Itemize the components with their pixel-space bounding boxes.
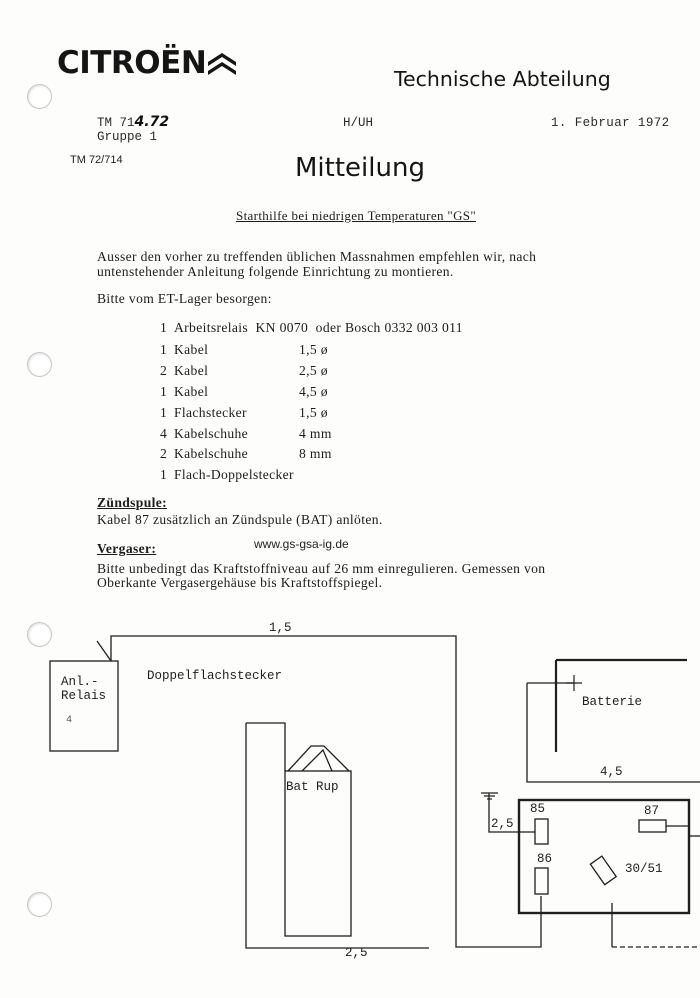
- relay-label-2: Relais: [61, 689, 107, 703]
- pin-87-label: 87: [644, 804, 660, 818]
- coil-label: Bat Rup: [286, 780, 339, 794]
- subject-line: Starthilfe bei niedrigen Temperaturen "GS": [236, 208, 477, 223]
- list-item: 1 Kabel 1,5 ø: [160, 342, 328, 357]
- pin-30-label: 30/51: [625, 862, 663, 876]
- group-label: Gruppe 1: [97, 130, 158, 144]
- list-item: 1 Arbeitsrelais KN 0070 oder Bosch 0332 003 011: [160, 320, 463, 335]
- order-line: Bitte vom ET-Lager besorgen:: [97, 291, 272, 306]
- list-item: 2 Kabel 2,5 ø: [160, 363, 328, 378]
- relay-mark: 4: [66, 715, 73, 726]
- carb-heading: Vergaser:: [97, 541, 157, 556]
- ref-handwritten: 4.72: [134, 114, 170, 130]
- website-link[interactable]: www.gs-gsa-ig.de: [254, 537, 349, 551]
- cable-label-battery: 4,5: [600, 765, 623, 779]
- cable-label-bottom: 2,5: [345, 946, 368, 960]
- list-item: 2 Kabelschuhe 8 mm: [160, 446, 332, 461]
- ignition-text: Kabel 87 zusätzlich an Zündspule (BAT) anlöten.: [97, 512, 383, 527]
- ignition-heading: Zündspule:: [97, 495, 167, 510]
- initials: H/UH: [343, 116, 374, 130]
- pin-86-label: 86: [537, 852, 553, 866]
- list-item: 4 Kabelschuhe 4 mm: [160, 426, 332, 441]
- ref-typed: TM 71: [97, 116, 135, 130]
- page-title: Mitteilung: [295, 153, 425, 183]
- pin-85-label: 85: [530, 802, 546, 816]
- carb-line-1: Bitte unbedingt das Kraftstoffniveau auf 26 mm einregulieren. Gemessen von: [97, 561, 546, 576]
- logo-text: CITROËN: [57, 45, 207, 81]
- carb-line-2: Oberkante Vergasergehäuse bis Kraftstoffspiegel.: [97, 575, 383, 590]
- department-title: Technische Abteilung: [394, 67, 611, 91]
- cable-label-top: 1,5: [269, 621, 292, 635]
- connector-label: Doppelflachstecker: [147, 669, 283, 683]
- tm-stamp: TM 72/714: [70, 154, 123, 166]
- intro-line-2: untenstehender Anleitung folgende Einrichtung zu montieren.: [97, 264, 454, 279]
- list-item: 1 Flachstecker 1,5 ø: [160, 405, 328, 420]
- cable-label-relay: 2,5: [491, 817, 514, 831]
- battery-label: Batterie: [582, 695, 643, 709]
- list-item: 1 Kabel 4,5 ø: [160, 384, 328, 399]
- relay-label-1: Anl.-: [61, 675, 99, 689]
- intro-line-1: Ausser den vorher zu treffenden üblichen Massnahmen empfehlen wir, nach: [97, 249, 537, 264]
- date: 1. Februar 1972: [551, 116, 670, 130]
- list-item: 1 Flach-Doppelstecker: [160, 467, 294, 482]
